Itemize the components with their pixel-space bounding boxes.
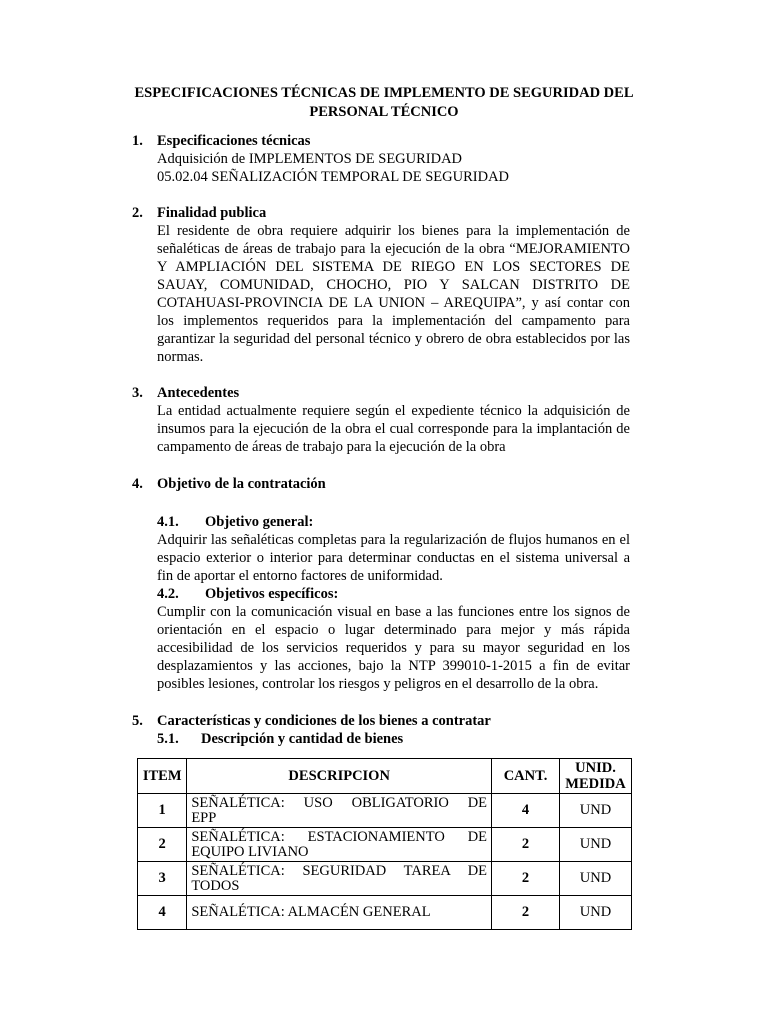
body-line: señaléticas de áreas de trabajo para la ejecución de la obra “MEJORAMIENTO — [157, 241, 630, 257]
subsection-heading: Descripción y cantidad de bienes — [201, 731, 404, 747]
title-line-1: ESPECIFICACIONES TÉCNICAS DE IMPLEMENTO DE SEGURIDAD DEL — [134, 85, 634, 101]
section-number: 3. — [132, 385, 143, 401]
section-body — [157, 150, 630, 186]
cell-item: 4 — [138, 896, 187, 930]
header-unit-line-2: MEDIDA — [565, 776, 626, 792]
cell-description — [187, 828, 492, 862]
cell-description — [187, 862, 492, 896]
header-unit-line-1: UNID. — [575, 760, 616, 776]
section-number: 1. — [132, 133, 143, 149]
cell-quantity: 2 — [492, 828, 560, 862]
body-line: orientación en el espacio o lugar determinado para mejor y más rápida — [157, 622, 630, 638]
section-number: 5. — [132, 713, 143, 729]
cell-unit: UND — [559, 896, 631, 930]
body-line: SAUAY, COMUNIDAD, CHOCHO, PIO Y SALCAN DISTRITO DE — [157, 277, 630, 293]
subsection-number: 4.2. — [157, 586, 179, 602]
cell-unit: UND — [559, 862, 631, 896]
table-row — [138, 828, 632, 862]
subsection-number: 4.1. — [157, 514, 179, 530]
description-line: SEÑALÉTICA: SEGURIDAD TAREA DE — [191, 862, 488, 879]
items-table — [137, 758, 632, 930]
section-heading: Finalidad publica — [157, 205, 267, 221]
cell-quantity: 2 — [492, 862, 560, 896]
cell-unit: UND — [559, 794, 631, 828]
body-line: El residente de obra requiere adquirir los bienes para la implementación de — [157, 223, 630, 239]
header-quantity: CANT. — [492, 759, 560, 794]
description-line: SEÑALÉTICA: ESTACIONAMIENTO DE — [191, 828, 488, 845]
header-description: DESCRIPCION — [187, 759, 492, 794]
section-number: 2. — [132, 205, 143, 221]
section-heading: Antecedentes — [157, 385, 240, 401]
title-line-2: PERSONAL TÉCNICO — [309, 104, 459, 120]
body-line: desplazamientos y las acciones, bajo la NTP 399010-1-2015 a fin de evitar — [157, 658, 630, 674]
cell-item: 1 — [138, 794, 187, 828]
table-header-row — [138, 759, 632, 794]
body-line: insumos para la ejecución de la obra el cual corresponde para la implantación de — [157, 421, 630, 437]
body-line: espacio exterior o interior para determinar conductas en el sistema universal a — [157, 550, 630, 566]
body-line: Adquisición de IMPLEMENTOS DE SEGURIDAD — [157, 151, 463, 167]
body-line: 05.02.04 SEÑALIZACIÓN TEMPORAL DE SEGURIDAD — [157, 169, 510, 185]
document-title — [110, 84, 658, 122]
body-line: accesibilidad de los servicios requeridos y para su mayor seguridad en los — [157, 640, 630, 656]
body-line: La entidad actualmente requiere según el expediente técnico la adquisición de — [157, 403, 630, 419]
body-line: normas. — [157, 349, 204, 365]
section-heading: Objetivo de la contratación — [157, 476, 326, 492]
cell-quantity: 4 — [492, 794, 560, 828]
body-line: garantizar la seguridad del personal técnico y obrero de obra establecidos por las — [157, 331, 630, 347]
body-line: Adquirir las señaléticas completas para la regularización de flujos humanos en el — [157, 532, 630, 548]
subsection-body — [157, 531, 630, 585]
cell-item: 2 — [138, 828, 187, 862]
section-heading: Especificaciones técnicas — [157, 133, 311, 149]
body-line: Cumplir con la comunicación visual en base a las funciones entre los signos de — [157, 604, 630, 620]
description-line: TODOS — [191, 877, 240, 894]
table-row — [138, 896, 632, 930]
description-line: SEÑALÉTICA: USO OBLIGATORIO DE — [191, 794, 488, 811]
section-body — [157, 222, 630, 366]
body-line: campamento de áreas de trabajo para la ejecución de la obra — [157, 439, 506, 455]
cell-description: SEÑALÉTICA: ALMACÉN GENERAL — [187, 896, 492, 930]
body-line: Y AMPLIACIÓN DEL SISTEMA DE RIEGO EN LOS SECTORES DE — [157, 259, 630, 275]
section-body — [157, 402, 630, 456]
description-line: EQUIPO LIVIANO — [191, 843, 309, 860]
header-item: ITEM — [138, 759, 187, 794]
cell-unit: UND — [559, 828, 631, 862]
body-line: posibles lesiones, controlar los riesgos y peligros en el desarrollo de la obra. — [157, 676, 599, 692]
body-line: COTAHUASI-PROVINCIA DE LA UNION – AREQUIPA”, y así contar con — [157, 295, 630, 311]
table-row — [138, 794, 632, 828]
subsection-number: 5.1. — [157, 731, 179, 747]
subsection-heading: Objetivo general: — [205, 514, 314, 530]
cell-description — [187, 794, 492, 828]
subsection-body — [157, 603, 630, 693]
subsection-heading: Objetivos específicos: — [205, 586, 339, 602]
table-row — [138, 862, 632, 896]
body-line: los implementos requeridos para la implementación del campamento para — [157, 313, 630, 329]
body-line: fin de aportar el entorno factores de uniformidad. — [157, 568, 443, 584]
section-heading: Características y condiciones de los bienes a contratar — [157, 713, 491, 729]
cell-item: 3 — [138, 862, 187, 896]
section-number: 4. — [132, 476, 143, 492]
description-line: EPP — [191, 809, 217, 826]
header-unit — [559, 759, 631, 794]
cell-quantity: 2 — [492, 896, 560, 930]
